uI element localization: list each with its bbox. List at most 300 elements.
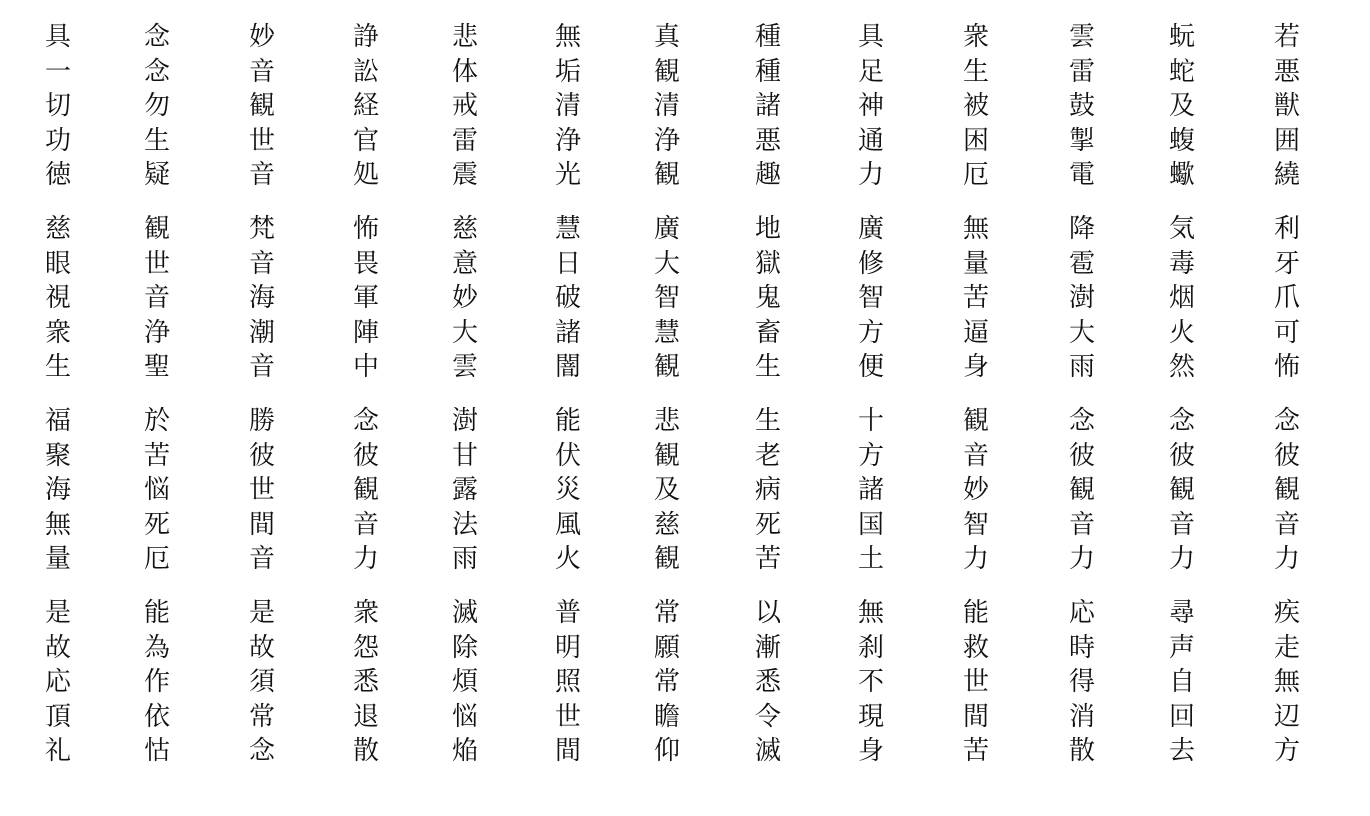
- verse-character: 仰: [653, 736, 680, 766]
- verse-character: 真: [653, 22, 680, 52]
- verse-character: 地: [754, 214, 781, 244]
- verse-character: 応: [44, 667, 71, 697]
- verse-character: 一: [44, 56, 71, 87]
- verse-column: [647, 404, 687, 577]
- verse-character: 露: [451, 475, 478, 505]
- verse-character: 被: [962, 91, 989, 121]
- verse-character: 聖: [143, 352, 170, 382]
- verse-character: 声: [1168, 632, 1195, 663]
- verse-character: 音: [1168, 509, 1195, 540]
- verse-character: 日: [554, 248, 581, 279]
- verse-column: [548, 20, 588, 193]
- verse-character: 念: [143, 22, 170, 52]
- verse-column: [1062, 20, 1102, 193]
- verse-column: [346, 20, 386, 193]
- verse-character: 苦: [962, 736, 989, 766]
- verse-character: 方: [857, 317, 884, 348]
- verse-column: [242, 20, 282, 193]
- verse-column: [1162, 596, 1202, 769]
- verse-character: 漸: [754, 632, 781, 663]
- verse-column: [137, 596, 177, 769]
- verse-character: 便: [857, 352, 884, 382]
- verse-column: [38, 212, 78, 385]
- verse-character: 諍: [352, 22, 379, 52]
- verse-character: 大: [653, 248, 680, 279]
- verse-character: 生: [754, 406, 781, 436]
- verse-column: [445, 212, 485, 385]
- verse-character: 念: [1068, 406, 1095, 436]
- verse-character: 浄: [653, 125, 680, 156]
- verse-character: 滅: [754, 736, 781, 766]
- verse-character: 彼: [1273, 440, 1300, 471]
- verse-character: 力: [1273, 544, 1300, 574]
- verse-column: [647, 212, 687, 385]
- verse-character: 現: [857, 701, 884, 732]
- verse-character: 無: [1273, 667, 1300, 697]
- verse-character: 国: [857, 509, 884, 540]
- verse-character: 風: [554, 509, 581, 540]
- verse-character: 悲: [451, 22, 478, 52]
- verse-character: 常: [653, 667, 680, 697]
- verse-column: [242, 596, 282, 769]
- verse-character: 具: [857, 22, 884, 52]
- verse-column: [1267, 20, 1307, 193]
- verse-character: 悉: [352, 667, 379, 697]
- verse-character: 間: [962, 701, 989, 732]
- verse-character: 尋: [1168, 598, 1195, 628]
- verse-character: 世: [248, 475, 275, 505]
- verse-character: 生: [962, 56, 989, 87]
- verse-character: 死: [143, 509, 170, 540]
- verse-character: 智: [962, 509, 989, 540]
- verse-character: 牙: [1273, 248, 1300, 279]
- verse-character: 観: [352, 475, 379, 505]
- verse-character: 功: [44, 125, 71, 156]
- verse-character: 蠍: [1168, 160, 1195, 190]
- verse-column: [647, 20, 687, 193]
- verse-character: 雹: [1068, 248, 1095, 279]
- verse-character: 世: [554, 701, 581, 732]
- verse-character: 彼: [1168, 440, 1195, 471]
- verse-character: 滅: [451, 598, 478, 628]
- verse-character: 大: [451, 317, 478, 348]
- verse-character: 音: [143, 283, 170, 313]
- verse-character: 身: [857, 736, 884, 766]
- verse-character: 応: [1068, 598, 1095, 628]
- verse-character: 然: [1168, 352, 1195, 382]
- verse-block: [0, 20, 1370, 200]
- verse-character: 爪: [1273, 283, 1300, 313]
- verse-column: [1267, 212, 1307, 385]
- verse-character: 作: [143, 667, 170, 697]
- verse-character: 観: [653, 544, 680, 574]
- verse-character: 散: [352, 736, 379, 766]
- verse-character: 清: [554, 91, 581, 121]
- verse-character: 消: [1068, 701, 1095, 732]
- verse-character: 病: [754, 475, 781, 505]
- verse-character: 通: [857, 125, 884, 156]
- verse-character: 妙: [248, 22, 275, 52]
- verse-character: 観: [962, 406, 989, 436]
- verse-column: [851, 404, 891, 577]
- verse-character: 慧: [653, 317, 680, 348]
- verse-character: 苦: [143, 440, 170, 471]
- verse-character: 音: [962, 440, 989, 471]
- verse-column: [548, 596, 588, 769]
- verse-character: 方: [1273, 736, 1300, 766]
- verse-character: 切: [44, 91, 71, 121]
- verse-character: 諸: [857, 475, 884, 505]
- verse-character: 時: [1068, 632, 1095, 663]
- verse-character: 逼: [962, 317, 989, 348]
- verse-column: [1267, 596, 1307, 769]
- verse-character: 照: [554, 667, 581, 697]
- verse-character: 震: [451, 160, 478, 190]
- verse-character: 及: [653, 475, 680, 505]
- verse-character: 観: [1273, 475, 1300, 505]
- verse-character: 怨: [352, 632, 379, 663]
- verse-character: 辺: [1273, 701, 1300, 732]
- verse-character: 能: [554, 406, 581, 436]
- verse-character: 慈: [44, 214, 71, 244]
- verse-character: 焔: [451, 736, 478, 766]
- verse-character: 世: [962, 667, 989, 697]
- verse-character: 畜: [754, 317, 781, 348]
- verse-character: 光: [554, 160, 581, 190]
- verse-column: [1267, 404, 1307, 577]
- verse-character: 梵: [248, 214, 275, 244]
- verse-character: 不: [857, 667, 884, 697]
- verse-column: [1062, 596, 1102, 769]
- verse-character: 観: [1068, 475, 1095, 505]
- verse-character: 依: [143, 701, 170, 732]
- verse-character: 力: [857, 160, 884, 190]
- verse-character: 音: [1068, 509, 1095, 540]
- verse-character: 慧: [554, 214, 581, 244]
- verse-column: [137, 212, 177, 385]
- verse-column: [346, 596, 386, 769]
- verse-character: 須: [248, 667, 275, 697]
- verse-character: 身: [962, 352, 989, 382]
- verse-character: 蚖: [1168, 22, 1195, 52]
- verse-character: 煩: [451, 667, 478, 697]
- verse-column: [38, 20, 78, 193]
- verse-column: [1162, 404, 1202, 577]
- verse-character: 諸: [754, 91, 781, 121]
- verse-column: [445, 20, 485, 193]
- verse-character: 福: [44, 406, 71, 436]
- verse-character: 力: [1168, 544, 1195, 574]
- verse-character: 為: [143, 632, 170, 663]
- verse-character: 故: [44, 632, 71, 663]
- verse-character: 念: [1273, 406, 1300, 436]
- verse-character: 厄: [962, 160, 989, 190]
- verse-block: [0, 596, 1370, 776]
- verse-character: 悪: [754, 125, 781, 156]
- verse-character: 垢: [554, 56, 581, 87]
- verse-character: 土: [857, 544, 884, 574]
- verse-character: 彼: [248, 440, 275, 471]
- verse-character: 慈: [451, 214, 478, 244]
- verse-character: 苦: [962, 283, 989, 313]
- verse-column: [748, 20, 788, 193]
- verse-character: 鼓: [1068, 91, 1095, 121]
- verse-character: 去: [1168, 736, 1195, 766]
- verse-character: 観: [653, 56, 680, 87]
- verse-column: [956, 404, 996, 577]
- verse-character: 修: [857, 248, 884, 279]
- verse-column: [851, 20, 891, 193]
- verse-character: 念: [1168, 406, 1195, 436]
- verse-character: 量: [962, 248, 989, 279]
- verse-column: [748, 404, 788, 577]
- verse-character: 悪: [1273, 56, 1300, 87]
- verse-character: 若: [1273, 22, 1300, 52]
- verse-character: 退: [352, 701, 379, 732]
- verse-character: 生: [143, 125, 170, 156]
- verse-character: 処: [352, 160, 379, 190]
- verse-character: 畏: [352, 248, 379, 279]
- verse-character: 甘: [451, 440, 478, 471]
- verse-character: 聚: [44, 440, 71, 471]
- verse-character: 及: [1168, 91, 1195, 121]
- verse-character: 怖: [1273, 352, 1300, 382]
- verse-column: [956, 596, 996, 769]
- verse-character: 浄: [554, 125, 581, 156]
- verse-character: 雨: [1068, 352, 1095, 382]
- verse-character: 間: [248, 509, 275, 540]
- verse-character: 掣: [1068, 125, 1095, 156]
- verse-character: 故: [248, 632, 275, 663]
- verse-character: 慈: [653, 509, 680, 540]
- verse-character: 訟: [352, 56, 379, 87]
- verse-character: 観: [653, 352, 680, 382]
- verse-character: 頂: [44, 701, 71, 732]
- verse-character: 雷: [1068, 56, 1095, 87]
- verse-character: 生: [44, 352, 71, 382]
- verse-character: 利: [1273, 214, 1300, 244]
- verse-character: 方: [857, 440, 884, 471]
- verse-character: 令: [754, 701, 781, 732]
- verse-column: [38, 404, 78, 577]
- verse-character: 火: [1168, 317, 1195, 348]
- verse-column: [1062, 404, 1102, 577]
- verse-character: 於: [143, 406, 170, 436]
- verse-column: [1162, 20, 1202, 193]
- verse-character: 衆: [962, 22, 989, 52]
- verse-character: 中: [352, 352, 379, 382]
- verse-character: 智: [653, 283, 680, 313]
- verse-character: 刹: [857, 632, 884, 663]
- verse-character: 礼: [44, 736, 71, 766]
- verse-column: [137, 404, 177, 577]
- verse-character: 除: [451, 632, 478, 663]
- verse-character: 力: [962, 544, 989, 574]
- verse-character: 官: [352, 125, 379, 156]
- verse-character: 闇: [554, 352, 581, 382]
- verse-character: 意: [451, 248, 478, 279]
- verse-character: 是: [248, 598, 275, 628]
- verse-character: 毒: [1168, 248, 1195, 279]
- verse-character: 無: [962, 214, 989, 244]
- verse-character: 潮: [248, 317, 275, 348]
- verse-character: 智: [857, 283, 884, 313]
- verse-character: 気: [1168, 214, 1195, 244]
- verse-character: 悩: [143, 475, 170, 505]
- verse-character: 囲: [1273, 125, 1300, 156]
- verse-character: 烟: [1168, 283, 1195, 313]
- verse-character: 念: [248, 736, 275, 766]
- verse-character: 法: [451, 509, 478, 540]
- verse-block: [0, 404, 1370, 584]
- verse-character: 死: [754, 509, 781, 540]
- verse-column: [956, 212, 996, 385]
- verse-character: 老: [754, 440, 781, 471]
- verse-character: 海: [44, 475, 71, 505]
- verse-character: 瞻: [653, 701, 680, 732]
- verse-character: 観: [143, 214, 170, 244]
- verse-character: 疑: [143, 160, 170, 190]
- verse-character: 眼: [44, 248, 71, 279]
- verse-character: 妙: [451, 283, 478, 313]
- verse-character: 衆: [44, 317, 71, 348]
- verse-character: 以: [754, 598, 781, 628]
- verse-character: 常: [653, 598, 680, 628]
- verse-column: [242, 212, 282, 385]
- verse-character: 勝: [248, 406, 275, 436]
- verse-column: [242, 404, 282, 577]
- verse-column: [956, 20, 996, 193]
- verse-character: 観: [248, 91, 275, 121]
- verse-character: 是: [44, 598, 71, 628]
- verse-character: 生: [754, 352, 781, 382]
- verse-character: 獣: [1273, 91, 1300, 121]
- verse-character: 具: [44, 22, 71, 52]
- verse-character: 電: [1068, 160, 1095, 190]
- verse-character: 観: [653, 160, 680, 190]
- verse-character: 普: [554, 598, 581, 628]
- verse-column: [445, 404, 485, 577]
- verse-character: 雨: [451, 544, 478, 574]
- verse-character: 可: [1273, 317, 1300, 348]
- verse-column: [38, 596, 78, 769]
- verse-character: 雲: [451, 352, 478, 382]
- verse-character: 明: [554, 632, 581, 663]
- verse-character: 勿: [143, 91, 170, 121]
- verse-character: 諸: [554, 317, 581, 348]
- verse-column: [137, 20, 177, 193]
- verse-character: 繞: [1273, 160, 1300, 190]
- verse-character: 視: [44, 283, 71, 313]
- verse-character: 彼: [1068, 440, 1095, 471]
- verse-column: [851, 596, 891, 769]
- verse-character: 澍: [451, 406, 478, 436]
- verse-character: 困: [962, 125, 989, 156]
- verse-character: 音: [248, 544, 275, 574]
- verse-character: 音: [248, 248, 275, 279]
- verse-column: [548, 212, 588, 385]
- verse-column: [647, 596, 687, 769]
- verse-character: 観: [653, 440, 680, 471]
- verse-column: [548, 404, 588, 577]
- verse-character: 衆: [352, 598, 379, 628]
- verse-character: 回: [1168, 701, 1195, 732]
- verse-character: 救: [962, 632, 989, 663]
- verse-character: 苦: [754, 544, 781, 574]
- verse-character: 願: [653, 632, 680, 663]
- verse-character: 観: [1168, 475, 1195, 505]
- verse-character: 海: [248, 283, 275, 313]
- verse-character: 走: [1273, 632, 1300, 663]
- verse-character: 厄: [143, 544, 170, 574]
- verse-character: 悲: [653, 406, 680, 436]
- verse-character: 量: [44, 544, 71, 574]
- verse-character: 音: [248, 352, 275, 382]
- verse-column: [346, 212, 386, 385]
- verse-character: 得: [1068, 667, 1095, 697]
- verse-character: 獄: [754, 248, 781, 279]
- verse-character: 無: [44, 509, 71, 540]
- verse-character: 澍: [1068, 283, 1095, 313]
- verse-character: 神: [857, 91, 884, 121]
- verse-character: 蛇: [1168, 56, 1195, 87]
- verse-character: 戒: [451, 91, 478, 121]
- verse-character: 軍: [352, 283, 379, 313]
- verse-block: [0, 212, 1370, 392]
- verse-character: 雷: [451, 125, 478, 156]
- verse-character: 疾: [1273, 598, 1300, 628]
- verse-character: 間: [554, 736, 581, 766]
- verse-character: 念: [143, 56, 170, 87]
- verse-character: 廣: [857, 214, 884, 244]
- verse-character: 清: [653, 91, 680, 121]
- verse-character: 世: [143, 248, 170, 279]
- verse-character: 破: [554, 283, 581, 313]
- verse-character: 廣: [653, 214, 680, 244]
- verse-character: 徳: [44, 160, 71, 190]
- verse-character: 鬼: [754, 283, 781, 313]
- verse-character: 火: [554, 544, 581, 574]
- verse-character: 体: [451, 56, 478, 87]
- verse-character: 災: [554, 475, 581, 505]
- verse-character: 能: [143, 598, 170, 628]
- verse-character: 伏: [554, 440, 581, 471]
- verse-character: 世: [248, 125, 275, 156]
- verse-column: [851, 212, 891, 385]
- verse-character: 経: [352, 91, 379, 121]
- verse-character: 浄: [143, 317, 170, 348]
- verse-character: 種: [754, 56, 781, 87]
- verse-character: 音: [248, 56, 275, 87]
- verse-character: 十: [857, 406, 884, 436]
- verse-character: 陣: [352, 317, 379, 348]
- verse-character: 力: [352, 544, 379, 574]
- verse-character: 降: [1068, 214, 1095, 244]
- verse-character: 自: [1168, 667, 1195, 697]
- verse-character: 雲: [1068, 22, 1095, 52]
- verse-character: 音: [1273, 509, 1300, 540]
- verse-character: 悩: [451, 701, 478, 732]
- verse-character: 能: [962, 598, 989, 628]
- verse-character: 妙: [962, 475, 989, 505]
- verse-character: 悉: [754, 667, 781, 697]
- verse-column: [748, 212, 788, 385]
- verse-character: 怙: [143, 736, 170, 766]
- verse-column: [346, 404, 386, 577]
- verse-character: 蝮: [1168, 125, 1195, 156]
- verse-character: 常: [248, 701, 275, 732]
- verse-character: 種: [754, 22, 781, 52]
